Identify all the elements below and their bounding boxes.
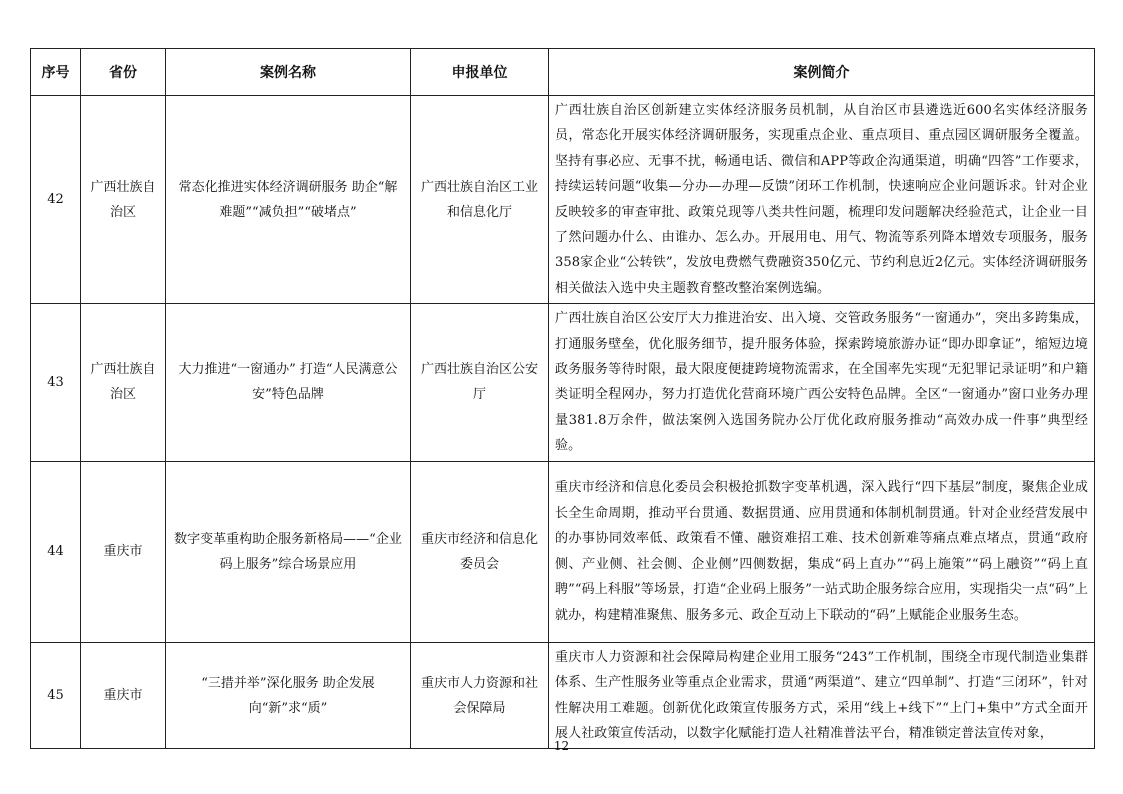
case-summary: 广西壮族自治区创新建立实体经济服务员机制，从自治区市县遴选近600名实体经济服务员，常态化开展实体经济调研服务，实现重点企业、重点项目、重点园区调研服务全覆盖。坚持有事必应、无事不扰，畅通电话、微信和APP等政企沟通渠道，明确“四答”工作要求，持续运转问题“收集—分办—办理—反馈”闭环工作机制，快速响应企业问题诉求。针对企业反映较多的审查审批、政策兑现等八类共性问题，梳理印发问题解决经验范式，让企业一目了然问题办什么、由谁办、怎么办。开展用电、用气、物流等系列降本增效专项服务，服务358家企业“公转铁”，发放电费燃气费融资350亿元、节约利息近2亿元。实体经济调研服务相关做法入选中央主题教育整改整治案例选编。 (549, 96, 1095, 304)
table-row (31, 304, 1095, 461)
case-table-container (30, 48, 1094, 749)
case-name: 常态化推进实体经济调研服务 助企“解难题”“减负担”“破堵点” (166, 96, 411, 304)
header-no: 序号 (31, 49, 81, 96)
case-unit: 重庆市人力资源和社会保障局 (411, 642, 549, 749)
table-row (31, 461, 1095, 642)
case-summary: 重庆市人力资源和社会保障局构建企业用工服务“243”工作机制，围绕全市现代制造业集群体系、生产性服务业等重点企业需求，贯通“两渠道”、建立“四单制”、打造“三闭环”，针对性解决用工难题。创新优化政策宣传服务方式，采用“线上+线下”“上门+集中”方式全面开展人社政策宣传活动，以数字化赋能打造人社精准普法平台，精准锁定普法宣传对象， (549, 642, 1095, 749)
case-summary: 广西壮族自治区公安厅大力推进治安、出入境、交管政务服务“一窗通办”，突出多跨集成，打通服务壁垒，优化服务细节，提升服务体验，探索跨境旅游办证“即办即拿证”，缩短边境政务服务等待时限，最大限度便捷跨境物流需求，在全国率先实现“无犯罪记录证明”和户籍类证明全程网办，努力打造优化营商环境广西公安特色品牌。全区“一窗通办”窗口业务办理量381.8万余件，做法案例入选国务院办公厅优化政府服务推动“高效办成一件事”典型经验。 (549, 304, 1095, 461)
case-unit: 广西壮族自治区工业和信息化厅 (411, 96, 549, 304)
case-unit: 广西壮族自治区公安厅 (411, 304, 549, 461)
case-summary: 重庆市经济和信息化委员会积极抢抓数字变革机遇，深入践行“四下基层”制度，聚焦企业成长全生命周期，推动平台贯通、数据贯通、应用贯通和体制机制贯通。针对企业经营发展中的办事协同效率低、政策看不懂、融资难招工难、技术创新难等痛点难点堵点，贯通“政府侧、产业侧、社会侧、企业侧”四侧数据，集成“码上直办”“码上施策”“码上融资”“码上直聘”“码上科服”等场景，打造“企业码上服务”一站式助企服务综合应用，实现指尖一点“码”上就办，构建精准聚焦、服务多元、政企互动上下联动的“码”上赋能企业服务生态。 (549, 461, 1095, 642)
header-unit: 申报单位 (411, 49, 549, 96)
case-number: 42 (31, 96, 81, 304)
table-header-row (31, 49, 1095, 96)
case-unit: 重庆市经济和信息化委员会 (411, 461, 549, 642)
case-province: 重庆市 (81, 642, 166, 749)
case-province: 广西壮族自治区 (81, 96, 166, 304)
case-number: 44 (31, 461, 81, 642)
table-row (31, 96, 1095, 304)
case-number: 45 (31, 642, 81, 749)
page-number: 12 (553, 739, 570, 753)
header-summary: 案例简介 (549, 49, 1095, 96)
case-name: “三措并举”深化服务 助企发展向“新”求“质” (166, 642, 411, 749)
table-row (31, 642, 1095, 749)
header-case-name: 案例名称 (166, 49, 411, 96)
case-number: 43 (31, 304, 81, 461)
case-table (30, 48, 1095, 749)
case-name: 大力推进“一窗通办” 打造“人民满意公安”特色品牌 (166, 304, 411, 461)
case-name: 数字变革重构助企服务新格局——“企业码上服务”综合场景应用 (166, 461, 411, 642)
header-province: 省份 (81, 49, 166, 96)
case-province: 广西壮族自治区 (81, 304, 166, 461)
case-province: 重庆市 (81, 461, 166, 642)
